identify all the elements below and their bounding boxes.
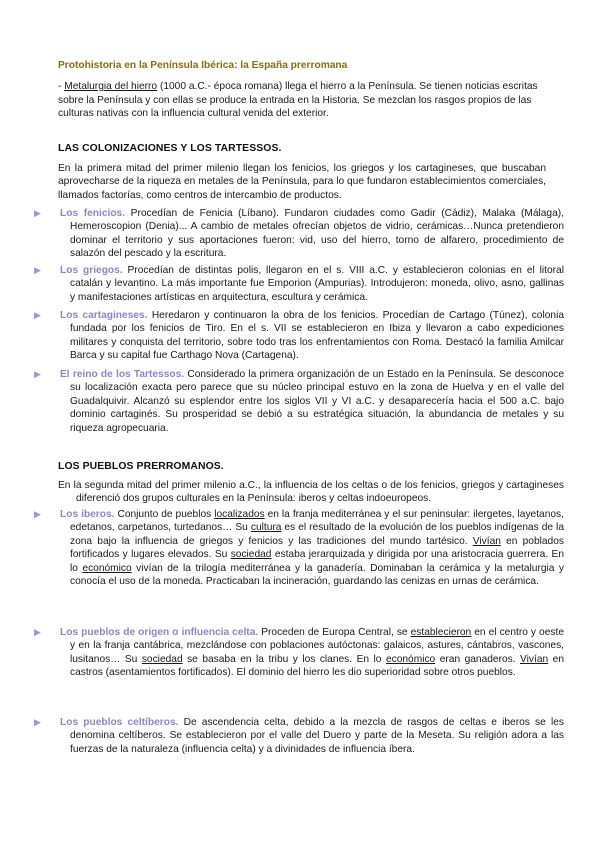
link-establecieron[interactable]: establecieron [410,627,472,638]
text-cartagineses: Heredaron y continuaron la obra de los fenicios. Procedían de Cartago (Túnez), colonia fundada por los fenicios de Tiro. En el s. VII se establecieron en Ibiza y llevaron a cabo expediciones militares y conquista del territorio, sobre todo tras los enfrentamientos con Roma. Destacó la familia Amilcar Barca y su capital fue Carthago Nova (Cartagena). [70,310,564,362]
term-celtiberos: Los pueblos celtíberos. [60,717,179,728]
list-item-tartessos [34,368,565,435]
bullet-icon: ▶ [34,627,41,637]
intro-dash: - [58,81,65,92]
text-segment: en poblados fortificados y lugares elevados. Su [70,535,564,561]
term-tartessos: El reino de los Tartessos. [60,369,185,380]
list-item-griegos [34,264,564,304]
link-cultura[interactable]: cultura [250,522,282,534]
text-segment: se basaba en la tribu y los clanes. En lo [182,653,386,665]
text-segment: en el centro y oeste y en la franja cantábrica, mezclándose con poblaciones autóctonas: galaicos, astures, cántabros, vascones, lusitanos… Su [70,627,564,665]
text-segment: estaba jerarquizada y dirigida por una aristocracia guerrera. En lo [70,549,564,574]
text-segment: Conjunto de pueblos [114,509,215,520]
bullet-icon: ▶ [34,310,41,320]
text-segment: es el resultado de la evolución de los pueblos indígenas de la zona bajo la influencia de griegos y fenicios y las tradiciones del mundo tartésico. [70,522,564,547]
term-celta: Los pueblos de origen o influencia celta. [60,627,259,638]
text-griegos: Procedían de distintas polis, llegaron en el s. VIII a.C. y establecieron colonias en el litoral catalán y levantino. La más importante fue Emporion (Ampurias). Introdujeron: moneda, olivo, asno, gallinas y manifestaciones artísticas en arquitectura, escultura y cerámica. [70,265,564,303]
list-item-iberos [34,508,564,588]
link-sociedad-celta[interactable]: sociedad [141,653,183,665]
list-item-celtiberos [34,716,564,756]
document-title: Protohistoria en la Península Ibérica: la España prerromana [58,60,348,71]
heading-colonizaciones: LAS COLONIZACIONES Y LOS TARTESSOS. [58,143,282,154]
list-item-celta [34,626,564,680]
text-segment: en castros (asentamientos fortificados). El dominio del hierro les dio superioridad sobre otros pueblos. [70,653,564,679]
term-fenicios: Los fenicios. [60,208,126,219]
text-segment: eran ganaderos. [435,653,521,665]
pueblos-intro: En la segunda mitad del primer milenio a.C., la influencia de los celtas o de los fenicios, griegos y cartagineses diferenció dos grupos culturales en la Península: iberos y celtas indoeuropeos. [58,480,564,505]
link-vivian[interactable]: Vivían [472,535,501,547]
heading-pueblos: LOS PUEBLOS PRERROMANOS. [58,461,224,472]
intro-paragraph [58,80,554,121]
colonizaciones-intro: En la primera mitad del primer milenio llegan los fenicios, los griegos y los cartagineses, que buscaban aprovecharse de la riqueza en metales de la Península, para lo que fundaron establecimientos comerciales, llamados factorías, como centros de intercambio de productos. [58,163,546,201]
link-vivian-celta[interactable]: Vivían [520,653,549,665]
text-segment: Proceden de Europa Central, se [258,627,411,638]
link-localizados[interactable]: localizados [214,509,265,520]
term-cartagineses: Los cartagineses. [60,310,148,321]
text-segment: en la franja mediterránea y el sur peninsular: ilergetes, layetanos, edetanos, carpetanos, turtedanos… Su [70,509,564,534]
bullet-icon: ▶ [34,265,41,275]
bullet-icon: ▶ [34,208,41,218]
text-tartessos: Considerado la primera organización de un Estado en la Península. Se desconoce su localización exacta pero parece que su núcleo principal estuvo en la zona de Huelva y en el valle del Guadalquivir. Alcanzó su esplendor entre los siglos VII y VI a.C. y desaparecería hacia el 500 a.C. bajo dominio cartaginés. Su prosperidad se debió a su estratégica situación, la abundancia de metales y su riqueza agropecuaria. [70,369,565,434]
text-fenicios: Procedían de Fenicia (Líbano). Fundaron ciudades como Gadir (Cádiz), Malaka (Málaga), Hemeroscopion (Denia)... A cambio de metales ofrecían objetos de vidrio, cerámicas…Nunca pretendieron dominar el territorio y sus aportaciones fueron: vid, uso del hierro, torno de alfarero, procedimiento de salazón del pescado y la escritura. [70,208,564,260]
link-economico-celta[interactable]: económico [385,653,436,665]
intro-link-metalurgia[interactable]: Metalurgia del hierro [64,81,158,92]
list-item-fenicios [34,207,564,261]
bullet-icon: ▶ [34,717,41,727]
intro-text: (1000 a.C.- época romana) llega el hierro a la Península. Se tienen noticias escritas sobre la Península y con ellas se produce la entrada en la Historia. Se mezclan los rasgos propios de las culturas nativas con la influencia cultural venida del exterior. [58,81,538,120]
link-sociedad[interactable]: sociedad [230,549,272,561]
bullet-icon: ▶ [34,509,41,519]
link-economico[interactable]: económico [82,562,132,574]
term-iberos: Los iberos. [60,509,115,520]
bullet-icon: ▶ [34,369,41,379]
text-celtiberos: De ascendencia celta, debido a la mezcla de rasgos de celtas e iberos se les denomina celtíberos. Se establecieron por el valle del Duero y parte de la Meseta. Su religión adora a las fuerzas de la naturaleza (influencia celta) y a divinidades de influencia íbera. [70,717,564,755]
text-segment: vivían de la trilogía mediterránea y la ganadería. Dominaban la cerámica y la metalurgia y conocía el uso de la moneda. Practicaban la incineración, guardando las cenizas en urnas de cerámica. [70,562,564,588]
list-item-cartagineses [34,309,564,363]
term-griegos: Los griegos. [60,265,123,276]
